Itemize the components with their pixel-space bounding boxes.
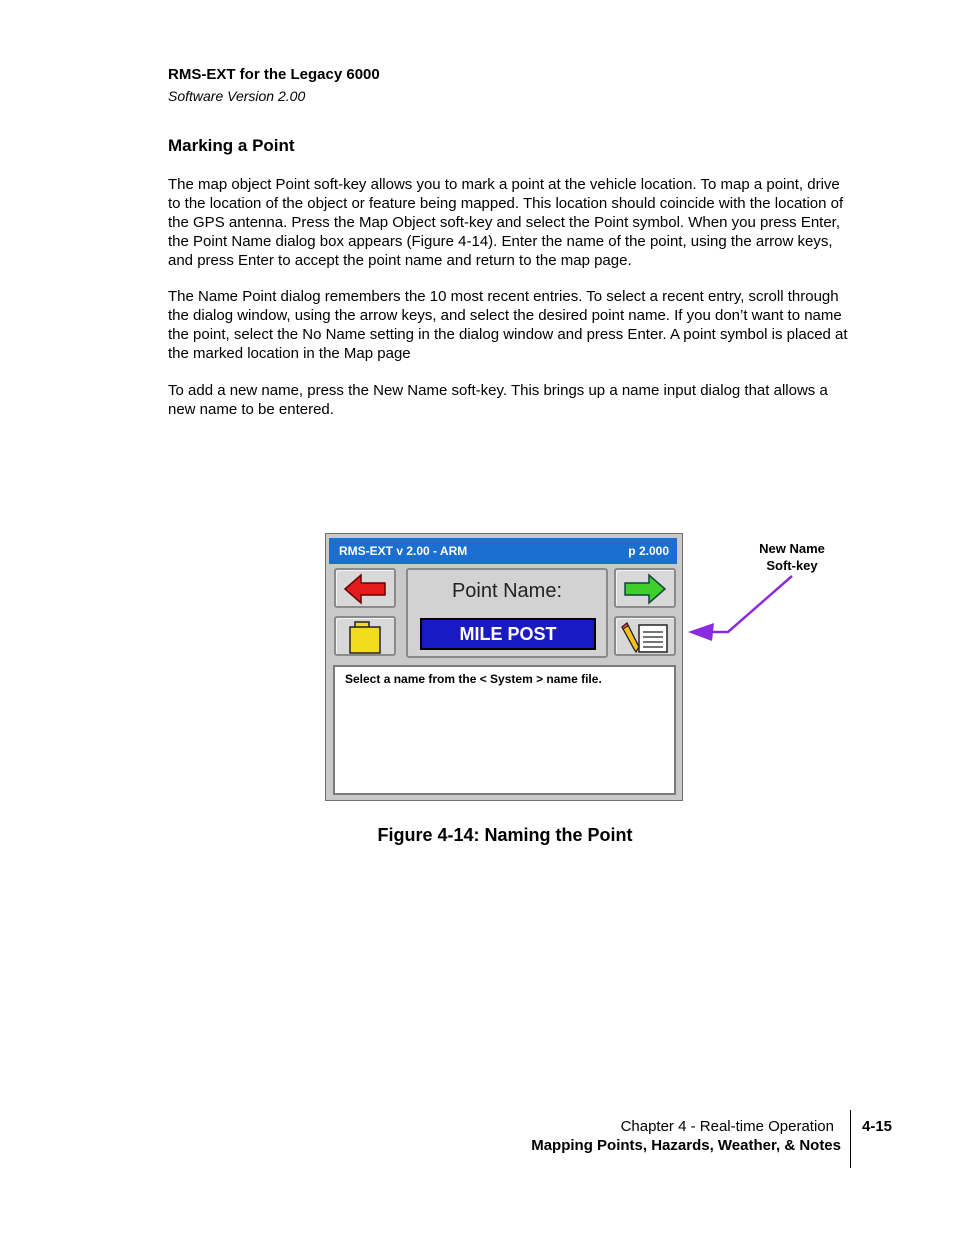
device-title-bar <box>329 538 677 564</box>
footer-divider <box>850 1110 851 1168</box>
name-list-instruction: Select a name from the < System > name file. <box>345 672 602 686</box>
footer-chapter: Chapter 4 - Real-time Operation <box>620 1118 834 1135</box>
folder-soft-key[interactable] <box>334 616 396 656</box>
point-name-field[interactable]: MILE POST <box>420 618 596 650</box>
name-list[interactable] <box>333 665 676 795</box>
callout-arrow-icon <box>684 570 804 645</box>
back-soft-key[interactable] <box>334 568 396 608</box>
forward-soft-key[interactable] <box>614 568 676 608</box>
section-heading: Marking a Point <box>168 136 295 155</box>
new-name-soft-key[interactable] <box>614 616 676 656</box>
callout-line-1: New Name <box>759 541 825 556</box>
paragraph-3: To add a new name, press the New Name soft-key. This brings up a name input dialog that allows a new name to be entered. <box>168 382 828 418</box>
point-name-label: Point Name: <box>451 580 563 602</box>
green-right-arrow-icon <box>623 573 667 605</box>
red-left-arrow-icon <box>343 573 387 605</box>
page-number: 4-15 <box>862 1118 893 1135</box>
paragraph-2: The Name Point dialog remembers the 10 most recent entries. To select a recent entry, scroll through the dialog window, using the arrow keys, and select the desired point name. If you don’t want to name the point, select the No Name setting in the dialog window and press Enter. A point symbol is placed at the marked location in the Map page <box>168 288 848 362</box>
point-name-panel <box>406 568 608 658</box>
document-title: RMS-EXT for the Legacy 6000 <box>168 66 380 83</box>
paragraph-1: The map object Point soft-key allows you to mark a point at the vehicle location. To map a point, drive to the location of the object or feature being mapped. This location should coincide with the location of the GPS antenna. Press the Map Object soft-key and select the Point symbol. When you press Enter, the Point Name dialog box appears (Figure 4-14). Enter the name of the point, using the arrow keys, and press Enter to accept the point name and return to the map page. <box>168 176 844 269</box>
figure-caption: Figure 4-14: Naming the Point <box>377 825 633 845</box>
device-title: RMS-EXT v 2.00 - ARM <box>339 544 468 558</box>
point-name-dialog-screenshot <box>325 533 683 801</box>
device-page-number: p 2.000 <box>628 544 669 558</box>
pencil-notepad-icon <box>619 621 671 654</box>
new-name-callout <box>732 540 852 574</box>
yellow-folder-icon <box>345 621 385 654</box>
footer-section: Mapping Points, Hazards, Weather, & Notes <box>531 1137 841 1154</box>
callout-line-2: Soft-key <box>766 558 818 573</box>
software-version: Software Version 2.00 <box>168 88 306 104</box>
